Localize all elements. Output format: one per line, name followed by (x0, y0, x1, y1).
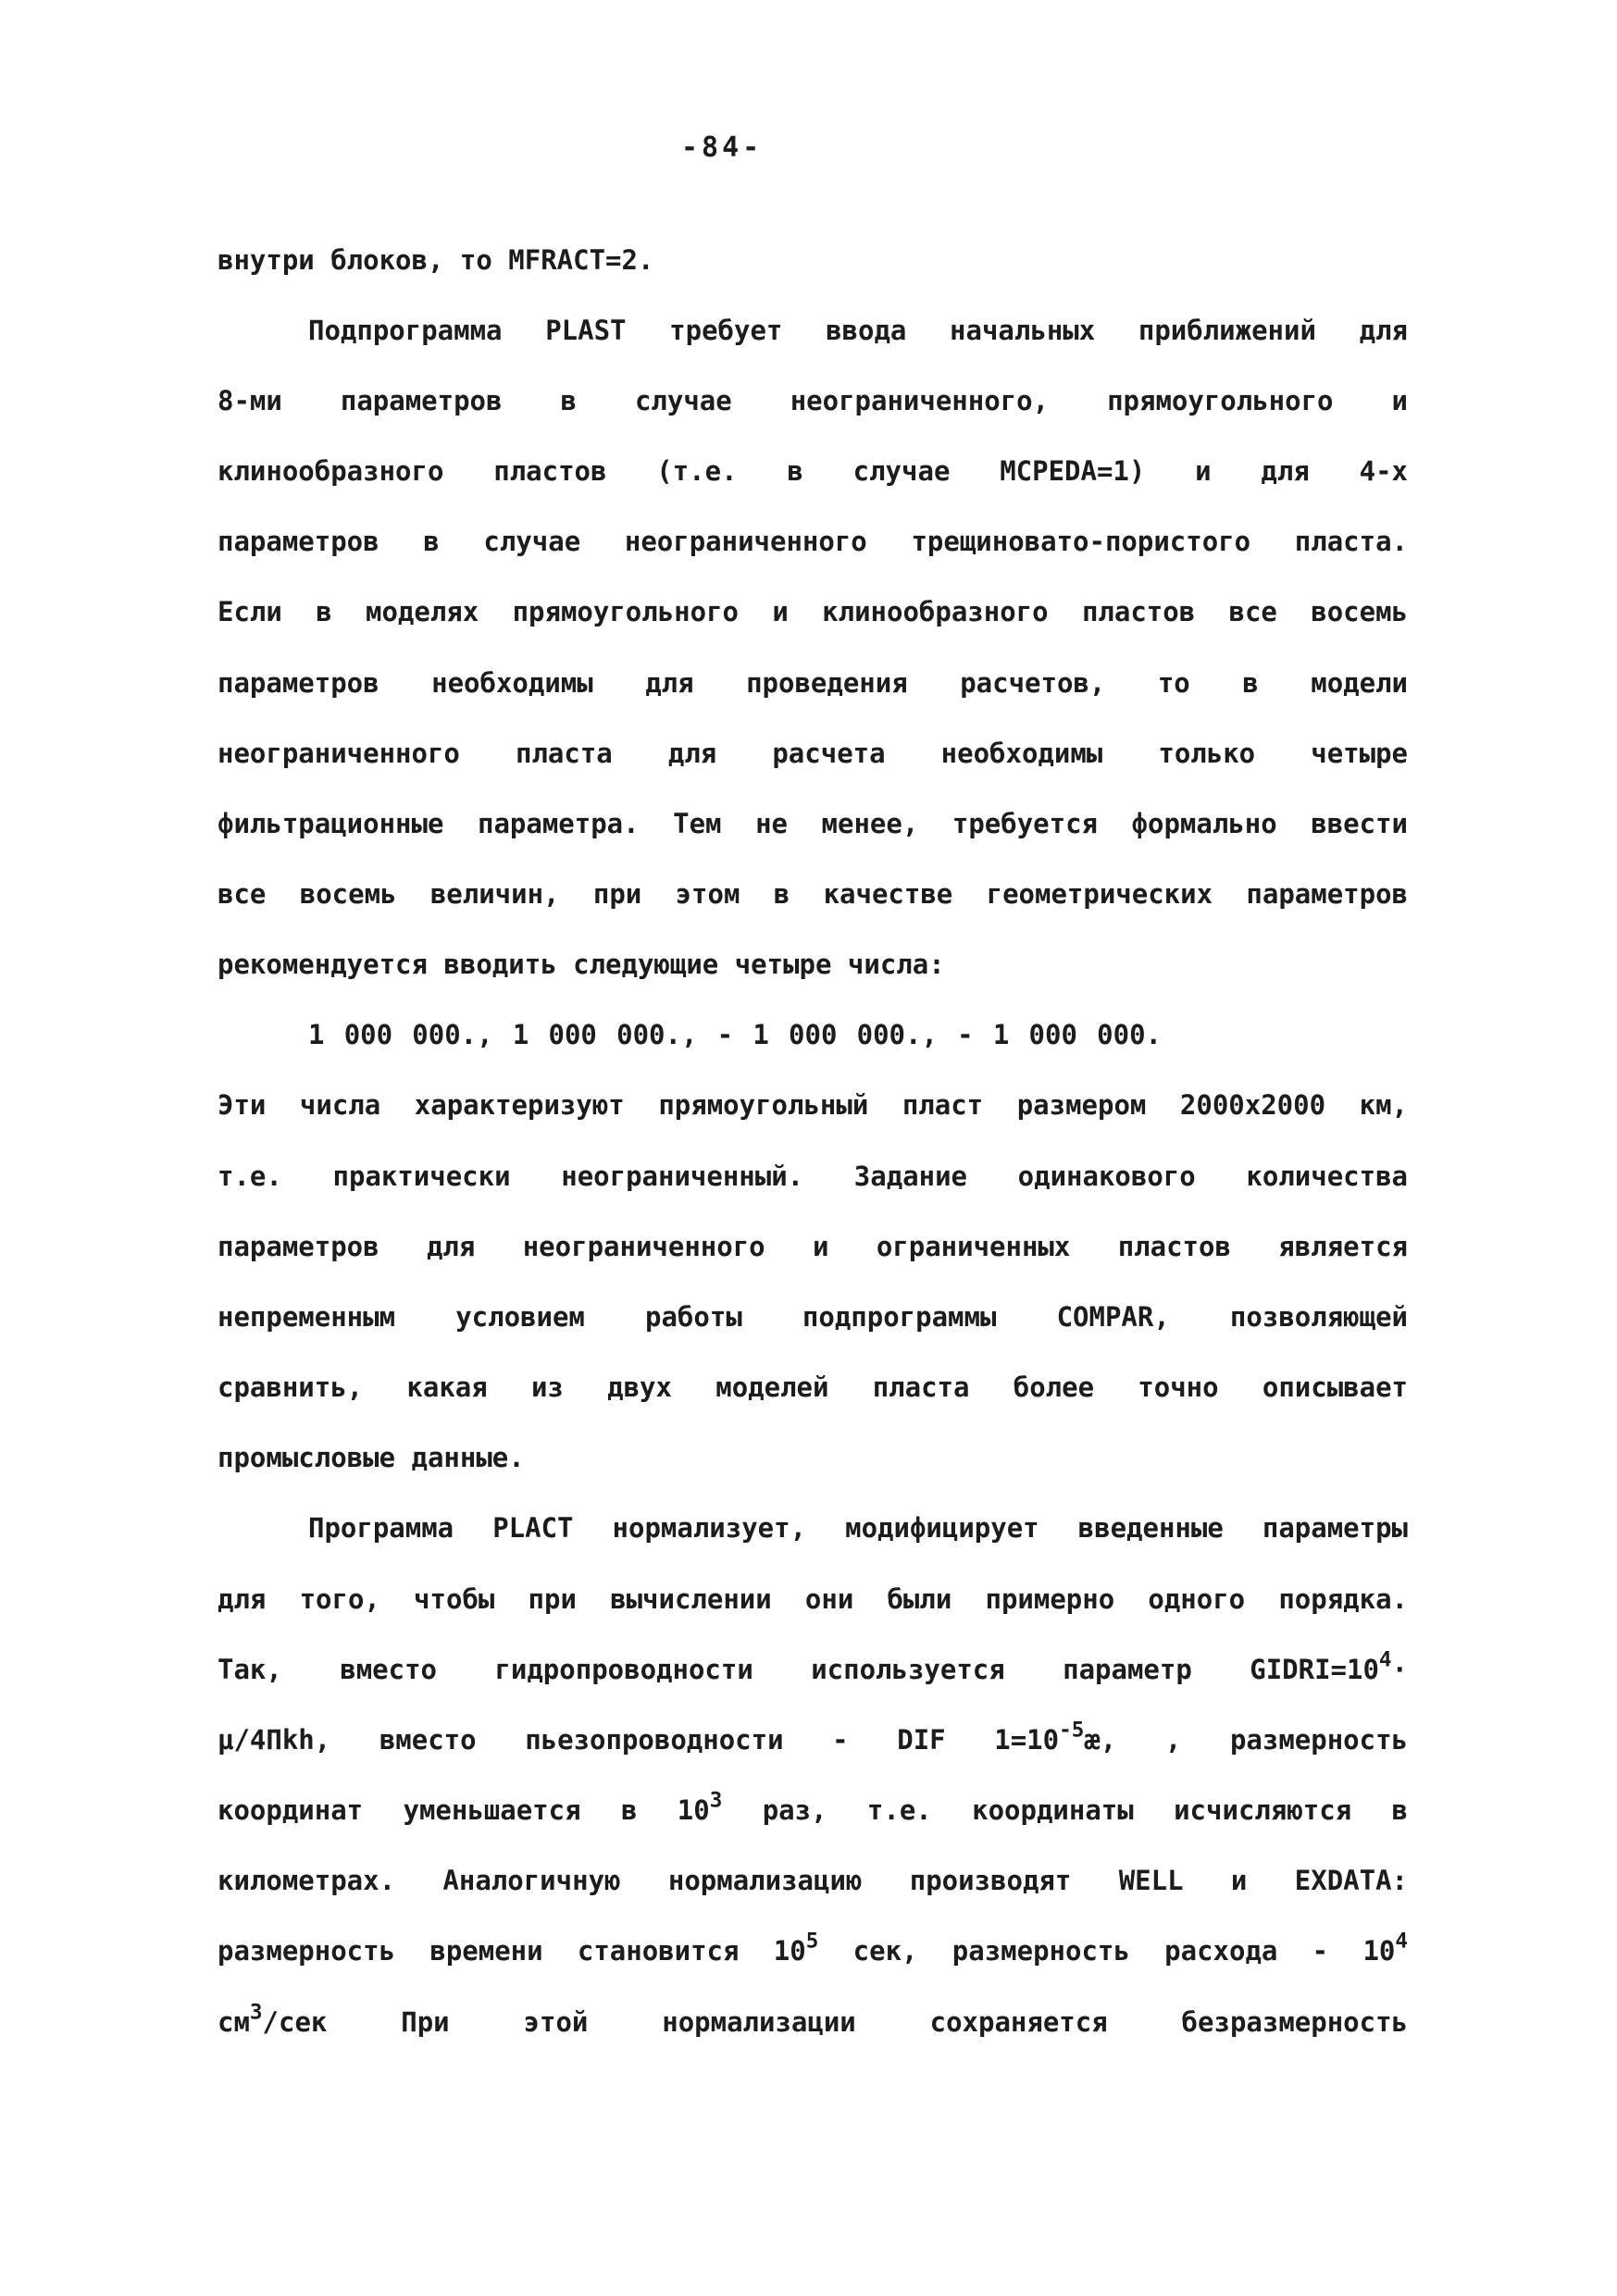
document-body (0, 225, 1617, 2057)
text-line-14: т.е. практически неограниченный. Задание одинакового количества (218, 1160, 1408, 1192)
superscript-exponent: 4 (1395, 1929, 1408, 1954)
text-line-16: непременным условием работы подпрограммы COMPAR, позволяющей (218, 1300, 1408, 1333)
text-line-06: Если в моделях прямоугольного и клинообразного пластов все восемь (218, 596, 1408, 628)
superscript-exponent: 4 (1378, 1647, 1392, 1672)
text-line-19: Программа PLACT нормализует, модифицирует введенные параметры (308, 1512, 1408, 1545)
line-text: см (218, 2005, 250, 2038)
text-line-18: промысловые данные. (218, 1442, 525, 1474)
superscript-exponent: 3 (709, 1788, 723, 1813)
line-text: раз, т.е. координаты исчисляются в (722, 1794, 1408, 1827)
text-line-23 (218, 1775, 1408, 1845)
text-line-01: внутри блоков, то MFRACT=2. (218, 243, 654, 276)
line-text: /сек При этой нормализации сохраняется безразмерность (262, 2005, 1408, 2038)
text-line-08: неограниченного пласта для расчета необходимы только четыре (218, 737, 1408, 769)
text-line-24: километрах. Аналогичную нормализацию производят WELL и EXDATA: (218, 1865, 1408, 1897)
text-line-20: для того, чтобы при вычислении они были примерно одного порядка. (218, 1582, 1408, 1615)
line-text: размерность времени становится 10 (218, 1935, 806, 1967)
text-line-21 (218, 1634, 1408, 1705)
line-text: сек, размерность расхода - 10 (818, 1935, 1396, 1967)
text-line-07: параметров необходимы для проведения расчетов, то в модели (218, 666, 1408, 699)
text-line-17: сравнить, какая из двух моделей пласта более точно описывает (218, 1371, 1408, 1404)
line-text: · (1391, 1653, 1408, 1685)
line-text: Так, вместо гидропроводности используется параметр GIDRI=10 (218, 1653, 1379, 1685)
text-line-05: параметров в случае неограниченного трещиновато-пористого пласта. (218, 526, 1408, 558)
text-line-04: клинообразного пластов (т.е. в случае MCPEDA=1) и для 4-х (218, 455, 1408, 488)
text-line-09: фильтрационные параметра. Тем не менее, требуется формально ввести (218, 807, 1408, 839)
text-line-26 (218, 1987, 1408, 2057)
superscript-exponent: 5 (805, 1929, 819, 1954)
superscript-exponent: 3 (249, 1999, 263, 2024)
line-text: координат уменьшается в 10 (218, 1794, 710, 1827)
text-line-03: 8-ми параметров в случае неограниченного, прямоугольного и (218, 384, 1408, 416)
page-number: -84- (681, 131, 764, 164)
text-line-12: 1 000 000., 1 000 000., - 1 000 000., - 1 000 000. (308, 1019, 1162, 1051)
text-line-10: все восемь величин, при этом в качестве геометрических параметров (218, 878, 1408, 910)
text-line-22 (218, 1705, 1408, 1775)
text-line-13: Эти числа характеризуют прямоугольный пласт размером 2000x2000 км, (218, 1089, 1408, 1122)
text-line-11: рекомендуется вводить следующие четыре числа: (218, 949, 945, 981)
line-text: æ, , размерность (1084, 1723, 1408, 1756)
superscript-exponent: -5 (1059, 1718, 1085, 1743)
text-line-15: параметров для неограниченного и ограниченных пластов является (218, 1230, 1408, 1262)
line-text: μ/4Пkh, вместо пьезопроводности - DIF 1=10 (218, 1723, 1060, 1756)
text-line-25 (218, 1916, 1408, 1986)
text-line-02: Подпрограмма PLAST требует ввода начальных приближений для (308, 314, 1408, 346)
